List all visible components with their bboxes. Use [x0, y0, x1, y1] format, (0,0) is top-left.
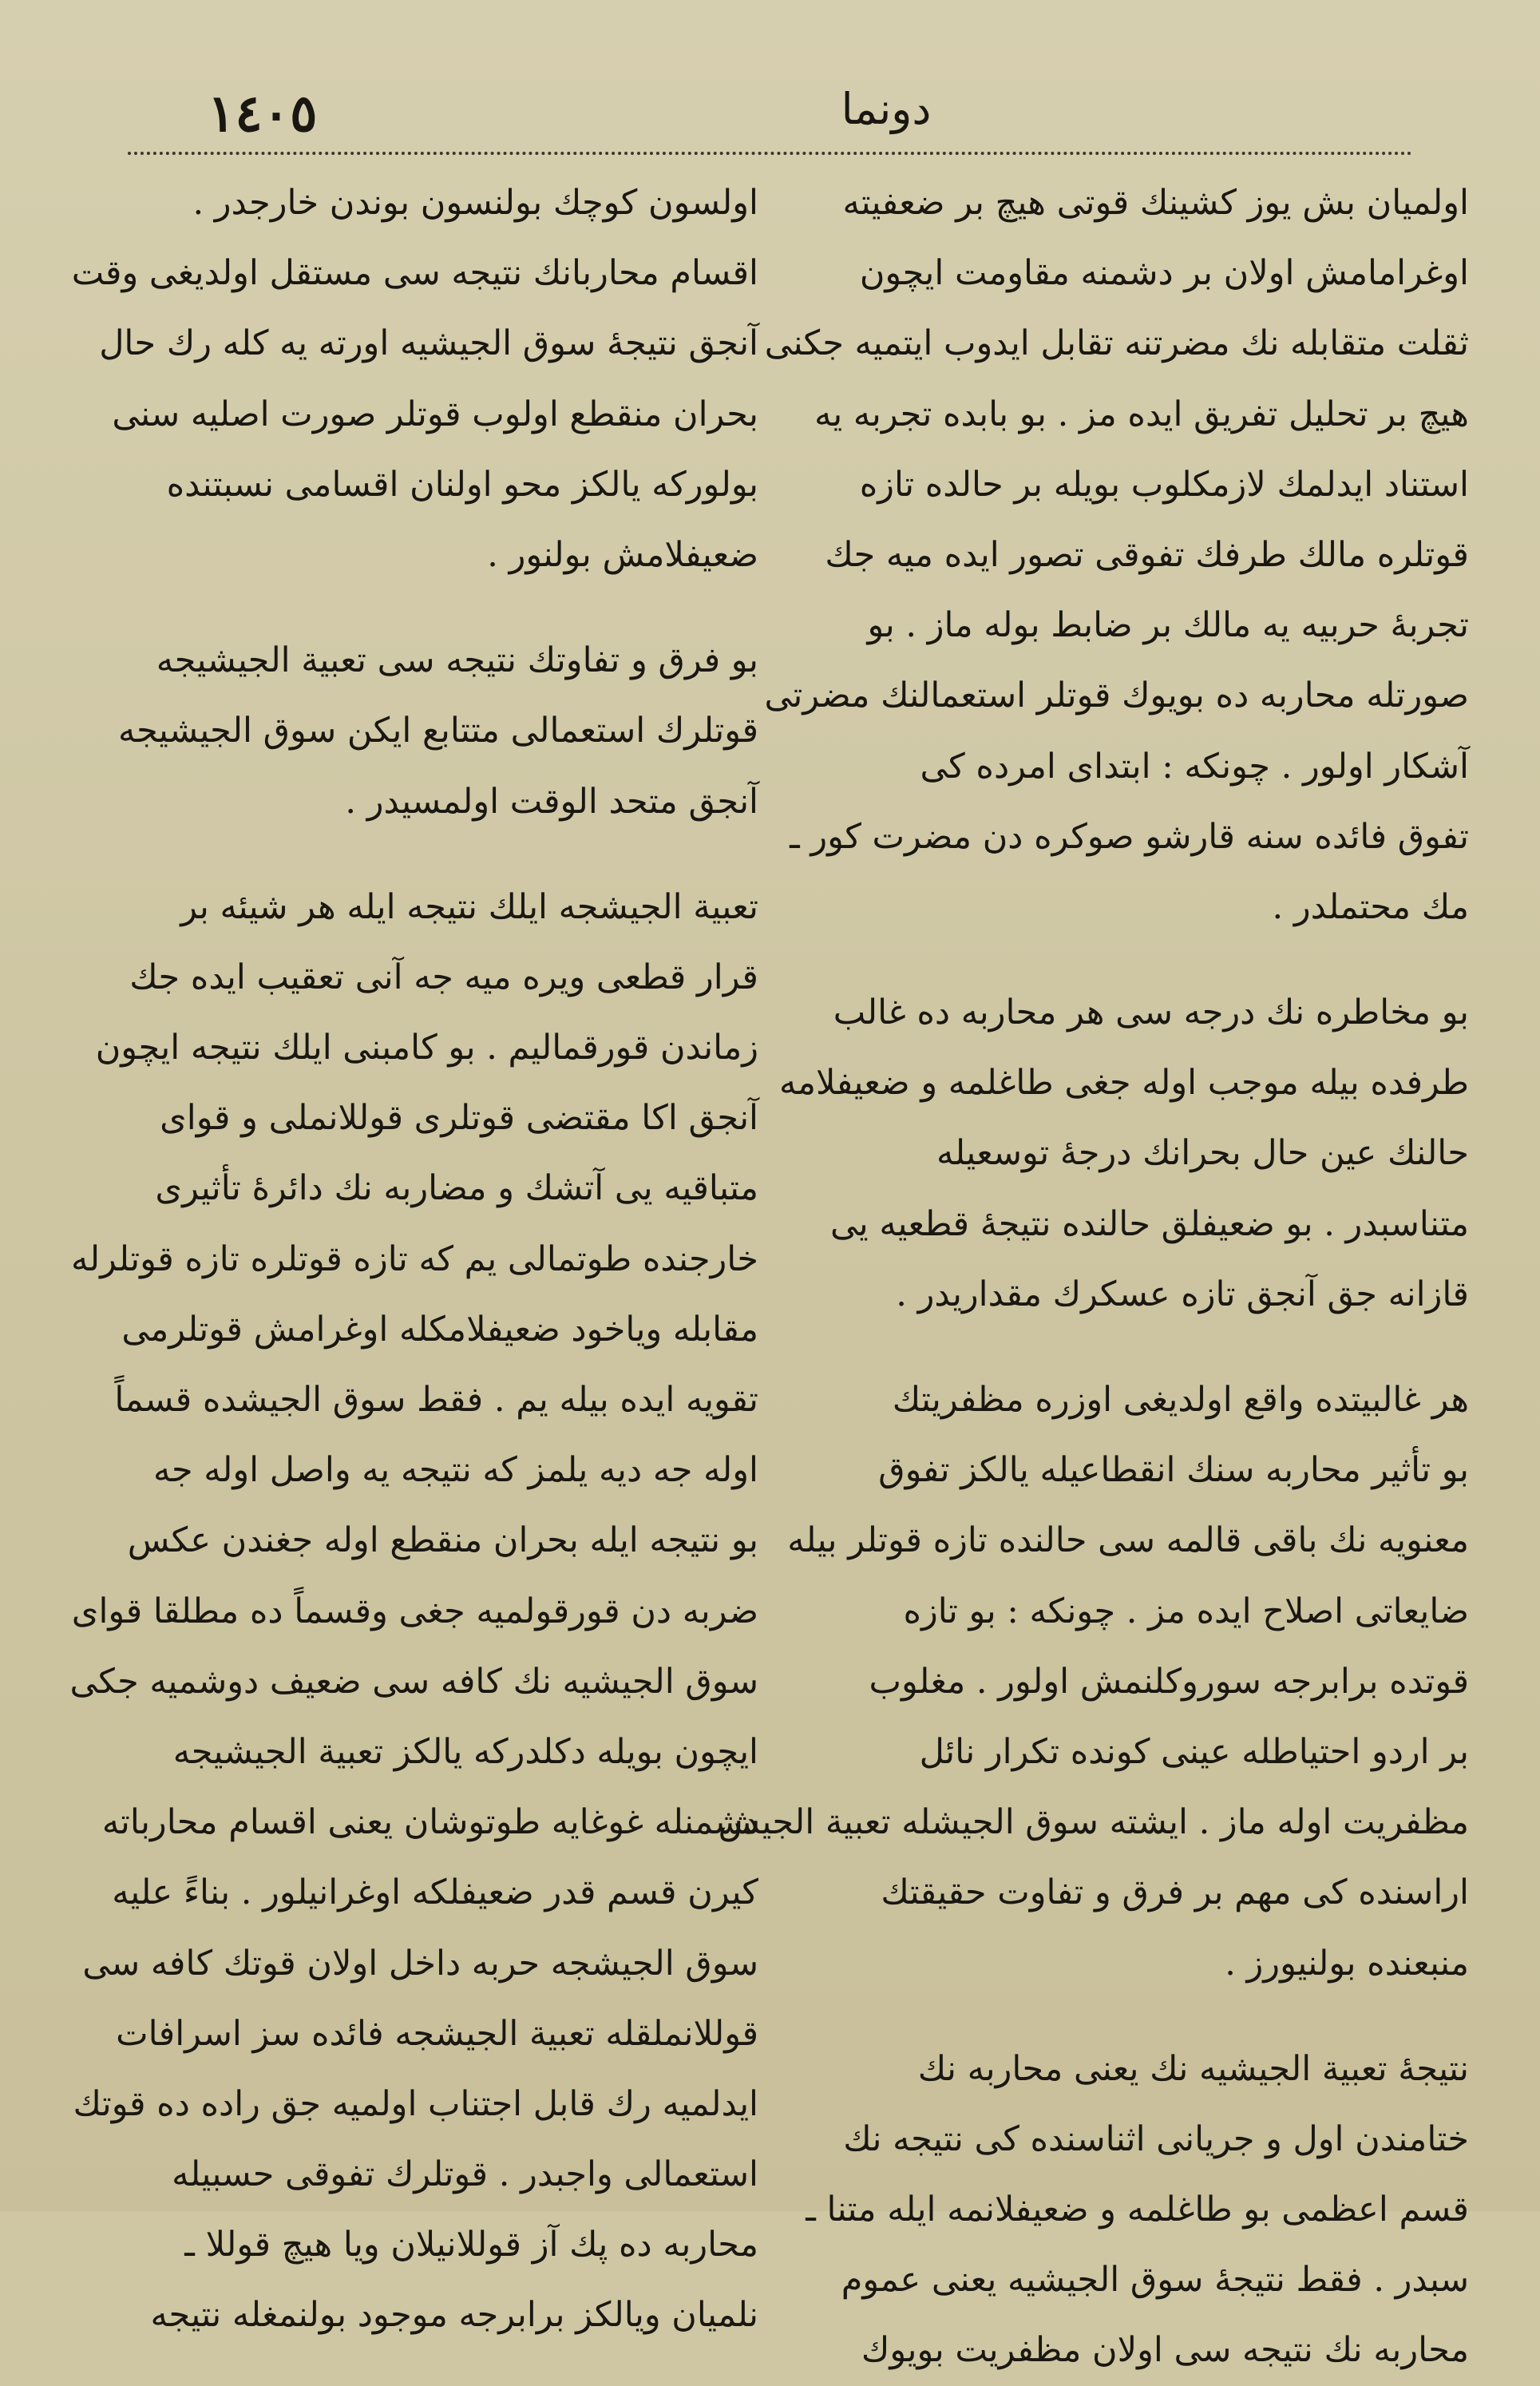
text-line: ايدلميه رك قابل اجتناب اولميه جق راده ده قوتك — [73, 2083, 758, 2124]
text-line: تعبية الجيشجه ايلك نتيجه ايله هر شيئه بر — [180, 886, 758, 927]
text-line: اولسون كوچك بولنسون بوندن خارجدر . — [192, 183, 758, 223]
text-line: هر غالبيتده واقع اولديغى اوزره مظفريتك — [892, 1380, 1469, 1420]
paragraph-gap — [152, 837, 758, 872]
text-line: قرار قطعى ويره ميه جه آنى تعقيب ايده جك — [129, 957, 758, 997]
text-line: اراسنده كى مهم بر فرق و تفاوت حقيقتك — [881, 1873, 1469, 1913]
text-line: دشمنله غوغايه طوتوشان يعنى اقسام محارباته — [101, 1802, 758, 1843]
text-line: آشكار اولور . چونكه : ابتداى امرده كى — [920, 746, 1469, 787]
text-line: نتيجهٔ تعبية الجيشيه نك يعنى محاربه نك — [917, 2048, 1469, 2089]
text-line: قوتلره مالك طرفك تفوقى تصور ايده ميه جك — [825, 534, 1469, 575]
text-line: نلميان ويالكز برابرجه موجود بولنمغله نتيجه — [150, 2295, 758, 2336]
text-line: بر اردو احتياطله عينى كونده تكرار نائل — [919, 1731, 1469, 1772]
text-line: اقسام محاربانك نتيجه سى مستقل اولديغى وقت — [71, 253, 758, 294]
text-line: بو نتيجه ايله بحران منقطع اوله جغندن عكس — [127, 1520, 758, 1561]
text-line: محاربه ده پك آز قوللانيلان ويا هيچ قوللا ـ — [184, 2225, 758, 2265]
text-line: تجربهٔ حربيه يه مالك بر ضابط بوله ماز . بو — [867, 605, 1469, 646]
text-line: آنجق متحد الوقت اولمسيدر . — [345, 781, 758, 822]
text-line: بولوركه يالكز محو اولنان اقسامى نسبتنده — [166, 464, 758, 505]
text-line: طرفده بيله موجب اوله جغى طاغلمه و ضعيفلامه — [778, 1063, 1469, 1104]
page-number: ١٤٠٥ — [208, 84, 318, 144]
paragraph-gap — [862, 1330, 1469, 1365]
text-line: اوغرامامش اولان بر دشمنه مقاومت ايچون — [859, 253, 1469, 294]
text-line: بو تأثير محاربه سنك انقطاعيله يالكز تفوق — [878, 1450, 1469, 1491]
text-line: زماندن قورقماليم . بو كامبنى ايلك نتيجه ايچون — [95, 1028, 758, 1068]
text-line: استناد ايدلمك لازمكلوب بويله بر حالده تازه — [859, 464, 1469, 505]
text-line: متناسبدر . بو ضعيفلق حالنده نتيجهٔ قطعيه يى — [829, 1203, 1469, 1244]
text-line: سوق الجيشجه حربه داخل اولان قوتك كافه سى — [82, 1943, 758, 1984]
text-line: ضايعاتى اصلاح ايده مز . چونكه : بو تازه — [903, 1591, 1469, 1631]
paragraph-gap — [862, 942, 1469, 977]
text-line: هيچ بر تحليل تفريق ايده مز . بو بابده تجربه يه — [814, 394, 1469, 434]
running-title: دونما — [841, 84, 932, 134]
text-line: خارجنده طوتمالى يم كه تازه قوتلره تازه قوتلرله — [70, 1239, 758, 1279]
text-line: قوتده برابرجه سوروكلنمش اولور . مغلوب — [869, 1661, 1469, 1702]
paragraph-gap — [862, 1999, 1469, 2034]
text-line: قازانه جق آنجق تازه عسكرك مقداريدر . — [896, 1274, 1469, 1314]
text-line: اولميان بش يوز كشينك قوتى هيچ بر ضعفيته — [842, 183, 1469, 223]
text-line: ضربه دن قورقولميه جغى وقسماً ده مطلقا قواى — [71, 1591, 758, 1631]
text-line: آنجق اكا مقتضى قوتلرى قوللانملى و قواى — [160, 1098, 758, 1139]
text-line: قوللانملقله تعبية الجيشجه فائده سز اسرافات — [116, 2013, 758, 2054]
text-line: مقابله وياخود ضعيفلامكله اوغرامش قوتلرمى — [121, 1309, 758, 1350]
text-line: صورتله محاربه ده بويوك قوتلر استعمالنك مضرتى — [764, 676, 1469, 716]
text-line: بو مخاطره نك درجه سى هر محاربه ده غالب — [833, 993, 1469, 1033]
text-line: محاربه نك نتيجه سى اولان مظفريت بويوك — [861, 2330, 1469, 2371]
text-line: معنويه نك باقى قالمه سى حالنده تازه قوتلر بيله — [787, 1520, 1469, 1561]
text-line: آنجق نتيجهٔ سوق الجيشيه اورته يه كله رك حال — [99, 323, 758, 364]
text-line: مظفريت اوله ماز . ايشته سوق الجيشله تعبية الجيش — [718, 1802, 1469, 1843]
text-line: حالنك عين حال بحرانك درجهٔ توسعيله — [936, 1133, 1469, 1174]
header-divider — [128, 152, 1412, 155]
text-line: ايچون بويله دكلدركه يالكز تعبية الجيشيجه — [172, 1731, 758, 1772]
text-line: بو فرق و تفاوتك نتيجه سى تعبية الجيشيجه — [156, 640, 758, 681]
text-line: قوتلرك استعمالى متتابع ايكن سوق الجيشيجه — [118, 711, 758, 751]
text-line: ثقلت متقابله نك مضرتنه تقابل ايدوب ايتميه جكنى — [764, 323, 1469, 364]
text-line: استعمالى واجبدر . قوتلرك تفوقى حسبيله — [172, 2154, 758, 2195]
paragraph-gap — [152, 590, 758, 625]
text-line: كيرن قسم قدر ضعيفلكه اوغرانيلور . بناءً عليه — [112, 1873, 758, 1913]
text-line: تفوق فائده سنه قارشو صوكره دن مضرت كور ـ — [790, 816, 1469, 857]
text-line: سبدر . فقط نتيجهٔ سوق الجيشيه يعنى عموم — [841, 2260, 1469, 2301]
page-header — [128, 68, 1420, 156]
text-column-right — [718, 168, 1469, 2386]
text-column-left — [69, 168, 758, 2351]
text-line: ضعيفلامش بولنور . — [487, 534, 758, 575]
text-line: تقويه ايده بيله يم . فقط سوق الجيشده قسماً — [114, 1380, 758, 1420]
text-line: متباقيه يى آتشك و مضاربه نك دائرهٔ تأثيرى — [155, 1168, 758, 1209]
text-line: سوق الجيشيه نك كافه سى ضعيف دوشميه جكى — [69, 1661, 758, 1702]
text-line: منبعنده بولنيورز . — [1225, 1943, 1469, 1984]
text-line: قسم اعظمى بو طاغلمه و ضعيفلانمه ايله متنا ـ — [806, 2190, 1469, 2230]
text-line: ختامندن اول و جريانى اثناسنده كى نتيجه نك — [843, 2118, 1469, 2159]
text-line: اوله جه ديه يلمز كه نتيجه يه واصل اوله جه — [152, 1450, 758, 1491]
text-line: مك محتملدر . — [1272, 886, 1469, 927]
text-line: بحران منقطع اولوب قوتلر صورت اصليه سنى — [112, 394, 758, 434]
